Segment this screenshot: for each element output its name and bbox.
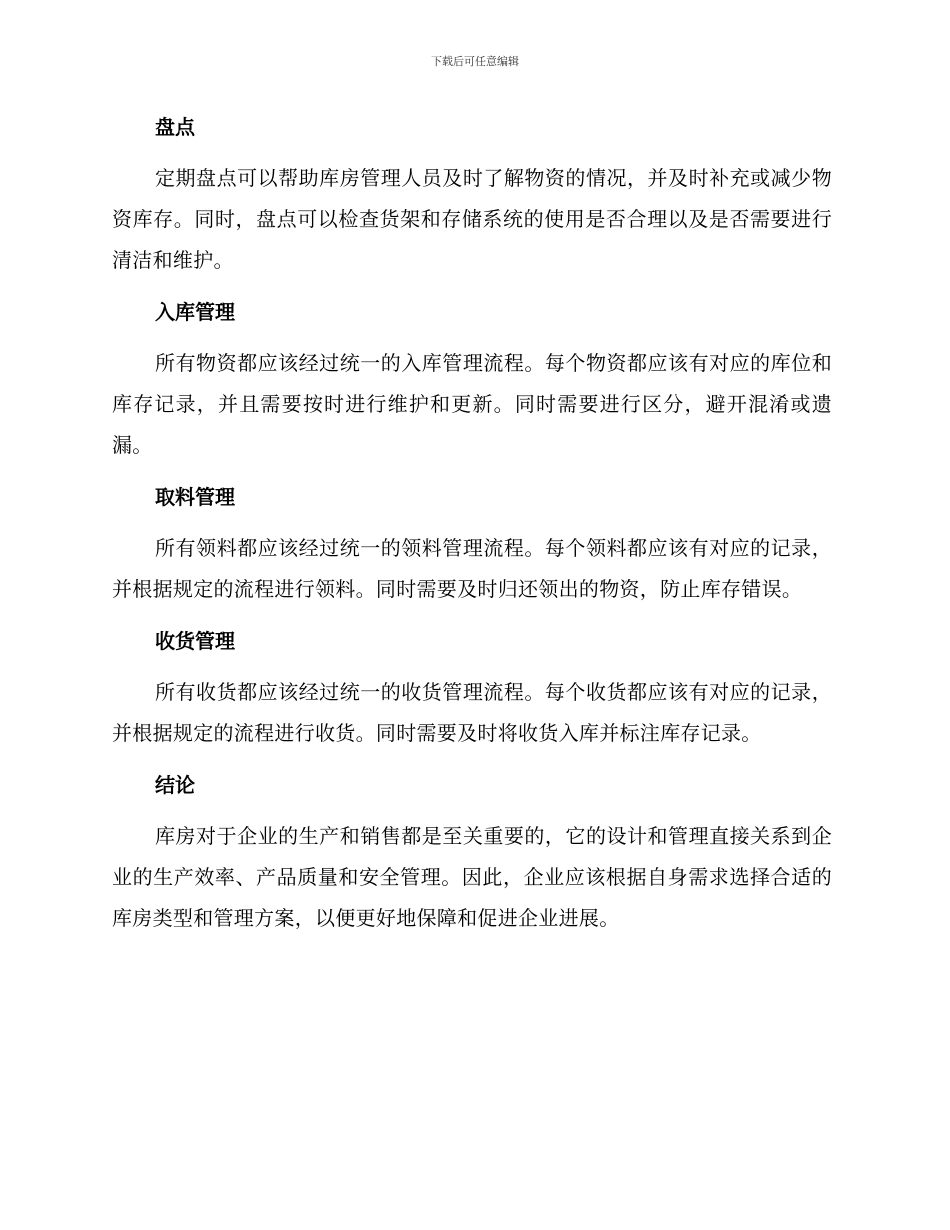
section-paragraph: 定期盘点可以帮助库房管理人员及时了解物资的情况，并及时补充或减少物资库存。同时，盘点可以检查货架和存储系统的使用是否合理以及是否需要进行清洁和维护。 — [112, 166, 832, 272]
section-heading: 收货管理 — [155, 629, 235, 653]
page-header-note: 下载后可任意编辑 — [431, 55, 519, 68]
section-paragraph: 所有物资都应该经过统一的入库管理流程。每个物资都应该有对应的库位和库存记录，并且需要按时进行维护和更新。同时需要进行区分，避开混淆或遗漏。 — [112, 351, 832, 457]
section-material-pick-management — [112, 476, 832, 610]
section-paragraph: 库房对于企业的生产和销售都是至关重要的，它的设计和管理直接关系到企业的生产效率、产品质量和安全管理。因此，企业应该根据自身需求选择合适的库房类型和管理方案，以便更好地保障和促进企业进展。 — [112, 824, 832, 930]
section-conclusion — [112, 764, 832, 939]
section-heading: 取料管理 — [155, 485, 235, 509]
section-heading: 入库管理 — [155, 300, 235, 324]
section-paragraph: 所有领料都应该经过统一的领料管理流程。每个领料都应该有对应的记录，并根据规定的流程进行领料。同时需要及时归还领出的物资，防止库存错误。 — [112, 536, 832, 601]
document-body — [112, 106, 832, 949]
section-receiving-management — [112, 620, 832, 754]
section-inventory-count — [112, 106, 832, 281]
section-inbound-management — [112, 291, 832, 466]
section-heading: 盘点 — [155, 115, 195, 139]
section-heading: 结论 — [155, 773, 195, 797]
section-paragraph: 所有收货都应该经过统一的收货管理流程。每个收货都应该有对应的记录，并根据规定的流程进行收货。同时需要及时将收货入库并标注库存记录。 — [112, 680, 832, 745]
